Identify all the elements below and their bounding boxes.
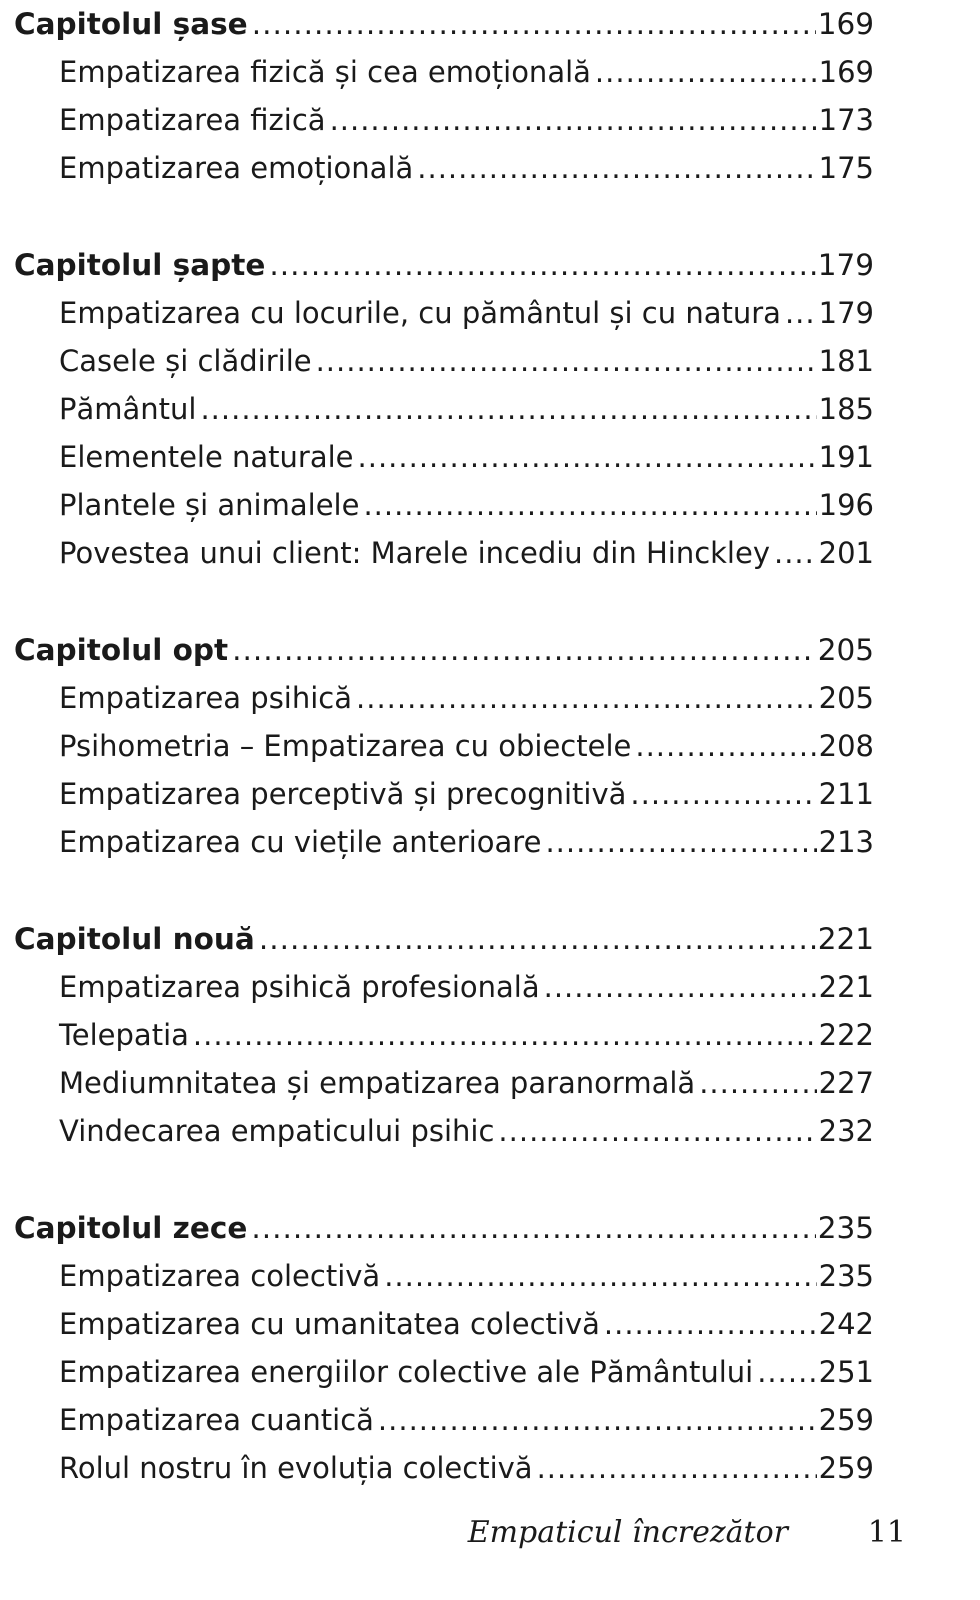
table-of-contents — [14, 0, 874, 1541]
page-ref: 259 — [818, 1403, 874, 1437]
page-ref: 169 — [818, 55, 874, 89]
entry-title: Vindecarea empaticului psihic — [59, 1114, 495, 1148]
page-ref: 222 — [818, 1018, 874, 1052]
page-ref: 208 — [818, 729, 874, 763]
entry-title: Empatizarea cu umanitatea colectivă — [59, 1307, 600, 1341]
page-ref: 175 — [818, 151, 874, 185]
page-footer — [0, 1515, 980, 1565]
dot-leader — [330, 96, 817, 144]
toc-entry — [14, 770, 874, 818]
toc-entry — [14, 963, 874, 1011]
dot-leader — [378, 1396, 817, 1444]
dot-leader — [757, 1348, 816, 1396]
toc-entry — [14, 674, 874, 722]
entry-title: Plantele și animalele — [59, 488, 360, 522]
chapter-block-6 — [14, 0, 874, 192]
dot-leader — [545, 818, 816, 866]
page-ref: 179 — [817, 248, 874, 282]
page-ref: 235 — [818, 1259, 874, 1293]
dot-leader — [316, 337, 817, 385]
page-number: 11 — [867, 1515, 906, 1550]
entry-title: Empatizarea perceptivă și precognitivă — [59, 777, 627, 811]
page-ref: 173 — [818, 103, 874, 137]
entry-title: Empatizarea fizică și cea emoțională — [59, 55, 591, 89]
entry-title: Elementele naturale — [59, 440, 354, 474]
dot-leader — [595, 48, 817, 96]
dot-leader — [417, 144, 816, 192]
entry-title: Telepatia — [59, 1018, 189, 1052]
toc-entry — [14, 1011, 874, 1059]
page-ref: 201 — [818, 536, 874, 570]
entry-title: Rolul nostru în evoluția colectivă — [59, 1451, 533, 1485]
toc-entry — [14, 337, 874, 385]
dot-leader — [356, 674, 817, 722]
page-ref: 221 — [818, 970, 874, 1004]
entry-title: Mediumnitatea și empatizarea paranormală — [59, 1066, 696, 1100]
dot-leader — [498, 1107, 816, 1155]
page-ref: 205 — [818, 681, 874, 715]
page-ref: 232 — [818, 1114, 874, 1148]
dot-leader — [193, 1011, 817, 1059]
dot-leader — [363, 481, 816, 529]
toc-entry — [14, 433, 874, 481]
entry-title: Casele și clădirile — [59, 344, 312, 378]
chapter-title: Capitolul opt — [14, 633, 229, 667]
dot-leader — [604, 1300, 817, 1348]
page-ref: 213 — [818, 825, 874, 859]
page-ref: 196 — [818, 488, 874, 522]
chapter-heading — [14, 241, 874, 289]
toc-entry — [14, 1348, 874, 1396]
dot-leader — [259, 915, 816, 963]
chapter-block-7 — [14, 241, 874, 577]
running-book-title: Empaticul încrezător — [467, 1515, 788, 1550]
page-ref: 227 — [818, 1066, 874, 1100]
chapter-title: Capitolul nouă — [14, 922, 255, 956]
entry-title: Empatizarea cu viețile anterioare — [59, 825, 542, 859]
dot-leader — [232, 626, 816, 674]
chapter-block-10 — [14, 1204, 874, 1492]
entry-title: Empatizarea colectivă — [59, 1259, 381, 1293]
entry-title: Empatizarea cuantică — [59, 1403, 374, 1437]
page-ref: 205 — [817, 633, 874, 667]
page-ref: 185 — [818, 392, 874, 426]
chapter-heading — [14, 626, 874, 674]
chapter-heading — [14, 0, 874, 48]
dot-leader — [537, 1444, 817, 1492]
toc-entry — [14, 1300, 874, 1348]
toc-entry — [14, 289, 874, 337]
page-ref: 221 — [817, 922, 874, 956]
entry-title: Pământul — [59, 392, 197, 426]
entry-title: Empatizarea energiilor colective ale Pământului — [59, 1355, 754, 1389]
chapter-title: Capitolul șapte — [14, 248, 266, 282]
toc-entry — [14, 529, 874, 577]
entry-title: Empatizarea fizică — [59, 103, 326, 137]
toc-entry — [14, 1107, 874, 1155]
dot-leader — [630, 770, 816, 818]
entry-title: Povestea unui client: Marele incediu din Hinckley — [59, 536, 770, 570]
toc-entry — [14, 144, 874, 192]
page-ref: 169 — [817, 7, 874, 41]
page-ref: 242 — [818, 1307, 874, 1341]
toc-entry — [14, 385, 874, 433]
toc-entry — [14, 481, 874, 529]
page-ref: 211 — [818, 777, 874, 811]
dot-leader — [251, 1204, 815, 1252]
entry-title: Empatizarea emoțională — [59, 151, 414, 185]
chapter-block-8 — [14, 626, 874, 866]
dot-leader — [252, 0, 816, 48]
dot-leader — [699, 1059, 816, 1107]
page-ref: 181 — [818, 344, 874, 378]
chapter-block-9 — [14, 915, 874, 1155]
entry-title: Empatizarea cu locurile, cu pământul și cu natura — [59, 296, 781, 330]
toc-entry — [14, 1252, 874, 1300]
toc-entry — [14, 722, 874, 770]
dot-leader — [785, 289, 817, 337]
dot-leader — [358, 433, 817, 481]
dot-leader — [635, 722, 816, 770]
entry-title: Psihometria – Empatizarea cu obiectele — [59, 729, 632, 763]
dot-leader — [774, 529, 817, 577]
dot-leader — [200, 385, 816, 433]
toc-entry — [14, 1059, 874, 1107]
page-ref: 179 — [818, 296, 874, 330]
entry-title: Empatizarea psihică — [59, 681, 353, 715]
toc-entry — [14, 96, 874, 144]
entry-title: Empatizarea psihică profesională — [59, 970, 540, 1004]
chapter-title: Capitolul zece — [14, 1211, 248, 1245]
toc-entry — [14, 818, 874, 866]
page-ref: 191 — [818, 440, 874, 474]
dot-leader — [384, 1252, 816, 1300]
chapter-heading — [14, 1204, 874, 1252]
chapter-heading — [14, 915, 874, 963]
toc-entry — [14, 1396, 874, 1444]
chapter-title: Capitolul șase — [14, 7, 248, 41]
page-ref: 259 — [818, 1451, 874, 1485]
page-ref: 235 — [817, 1211, 874, 1245]
dot-leader — [544, 963, 817, 1011]
dot-leader — [269, 241, 815, 289]
page-ref: 251 — [818, 1355, 874, 1389]
toc-entry — [14, 48, 874, 96]
toc-entry — [14, 1444, 874, 1492]
